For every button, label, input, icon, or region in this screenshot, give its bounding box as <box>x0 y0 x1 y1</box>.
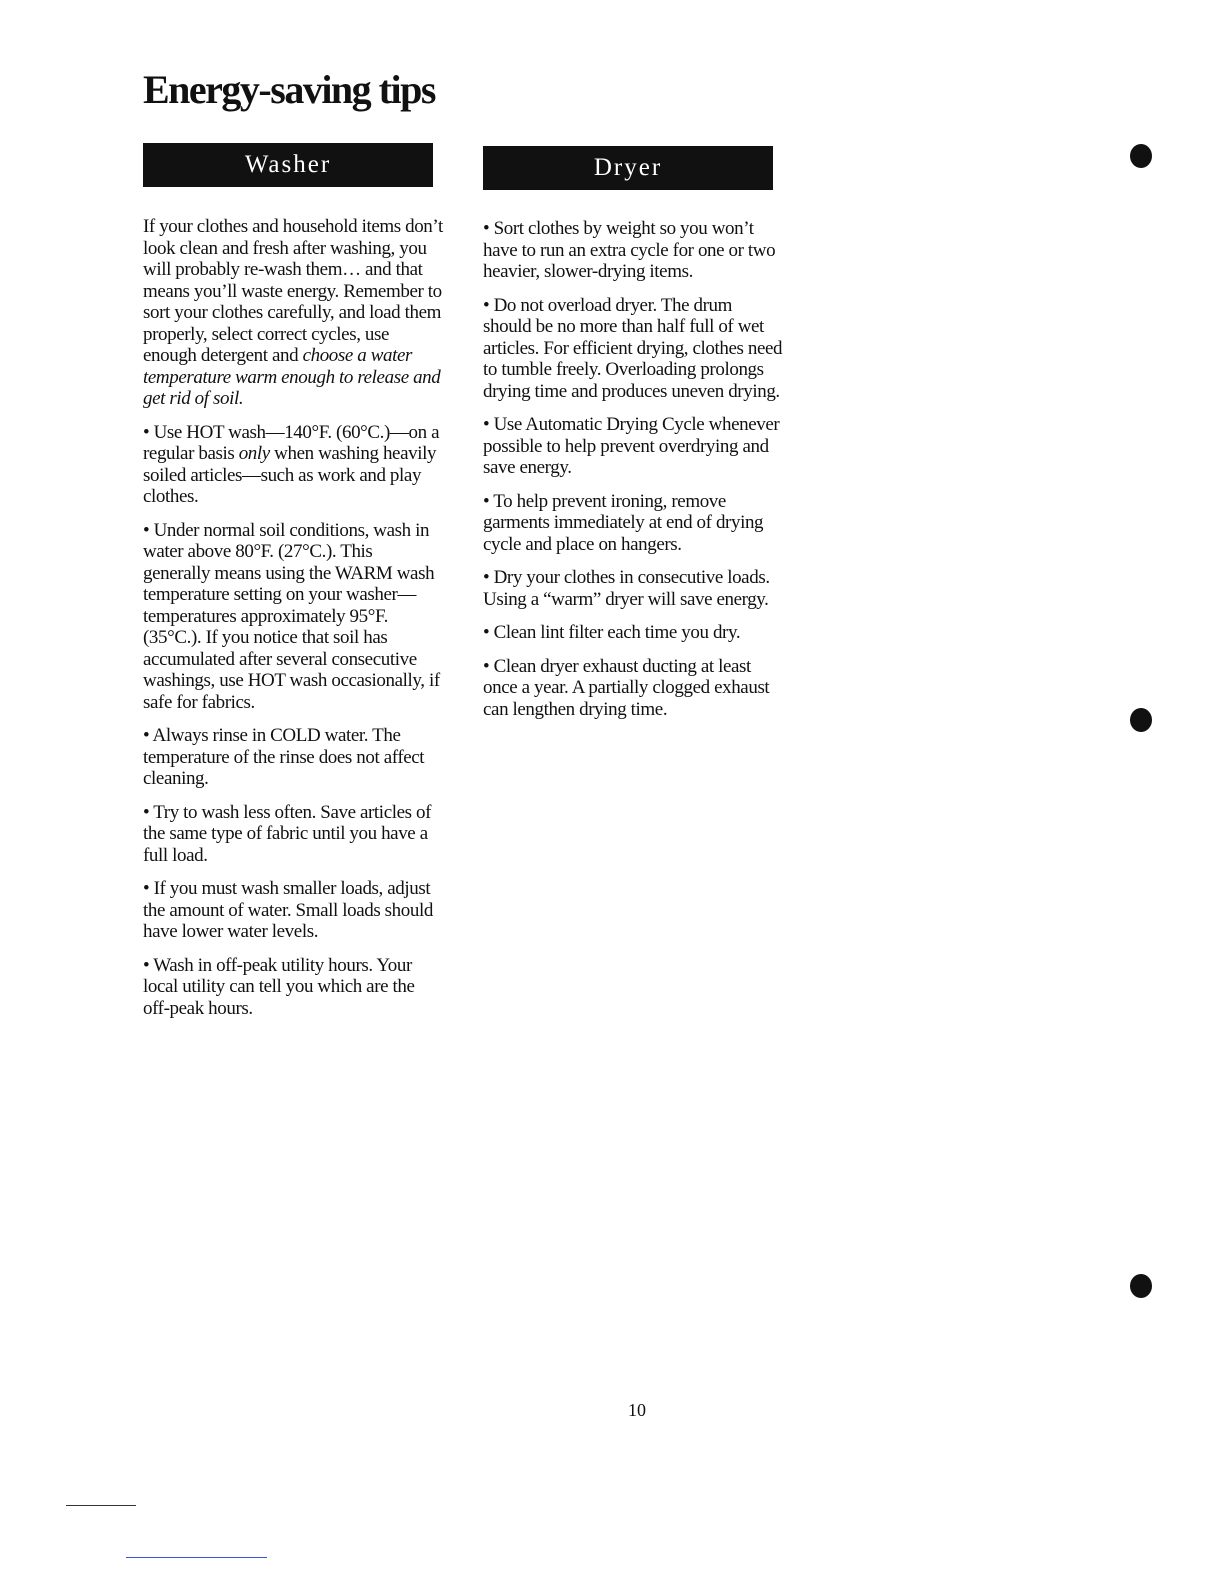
text-run: when washing heavily soiled articles—such as work and play clothes. <box>143 443 437 507</box>
dryer-tip: • Do not overload dryer. The drum should be no more than half full of wet articles. For efficient drying, clothes need to tumble freely. Overloading prolongs drying time and produces uneven drying. <box>483 294 783 402</box>
punch-hole-middle <box>1130 708 1152 732</box>
dryer-tip: • To help prevent ironing, remove garments immediately at end of drying cycle and place on hangers. <box>483 490 764 555</box>
dryer-tips <box>483 218 783 720</box>
dryer-tip: • Clean lint filter each time you dry. <box>483 622 741 643</box>
punch-hole-bottom <box>1130 1274 1152 1298</box>
text-run: • If you must wash smaller loads, adjust the amount of water. Small loads should have lower water levels. <box>143 878 433 942</box>
washer-heading: Washer <box>143 143 433 187</box>
footer-blue-rule <box>126 1557 267 1558</box>
washer-intro <box>143 216 443 410</box>
footer-rule <box>66 1505 136 1506</box>
text-run: • Always rinse in COLD water. The temperature of the rinse does not affect cleaning. <box>143 725 425 789</box>
washer-tip <box>143 520 443 714</box>
washer-tip <box>143 955 443 1020</box>
text-run: • Wash in off-peak utility hours. Your local utility can tell you which are the off-peak hours. <box>143 954 415 1019</box>
emphasis-text: choose a water temperature warm enough to release and get rid of soil. <box>143 345 441 409</box>
dryer-column <box>483 146 783 732</box>
dryer-tip: • Clean dryer exhaust ducting at least once a year. A partially clogged exhaust can lengthen drying time. <box>483 655 770 720</box>
page-number: 10 <box>628 1400 646 1420</box>
washer-column <box>143 143 443 1031</box>
text-run: • Try to wash less often. Save articles of the same type of fabric until you have a full load. <box>143 801 432 866</box>
text-run: If your clothes and household items don’t look clean and fresh after washing, you will probably re-wash them… and that means you’ll waste energy. Remember to sort your clothes carefully, and load them properly, select correct cycles, use enough detergent and <box>143 216 443 366</box>
washer-tips <box>143 422 443 1020</box>
emphasis-text: only <box>238 443 270 464</box>
dryer-tip: • Use Automatic Drying Cycle whenever possible to help prevent overdrying and save energy. <box>483 414 780 478</box>
washer-tip <box>143 878 443 943</box>
text-run: • Use HOT wash—140°F. (60°C.)—on a regular basis <box>143 421 440 464</box>
page-title: Energy-saving tips <box>143 67 435 112</box>
punch-hole-top <box>1130 144 1152 168</box>
dryer-heading: Dryer <box>483 146 773 190</box>
text-run: • Under normal soil conditions, wash in water above 80°F. (27°C.). This generally means using the WARM wash temperature setting on your washer—temperatures approximately 95°F. (35°C.). If you notice that soil has accumulated after several consecutive washings, use HOT wash occasionally, if safe for fabrics. <box>143 519 440 713</box>
washer-text <box>143 216 443 1019</box>
washer-tip <box>143 802 443 867</box>
dryer-tip: • Sort clothes by weight so you won’t have to run an extra cycle for one or two heavier, slower-drying items. <box>483 218 776 282</box>
washer-tip <box>143 725 443 790</box>
washer-tip <box>143 422 443 508</box>
dryer-tip: • Dry your clothes in consecutive loads. Using a “warm” dryer will save energy. <box>483 567 770 610</box>
